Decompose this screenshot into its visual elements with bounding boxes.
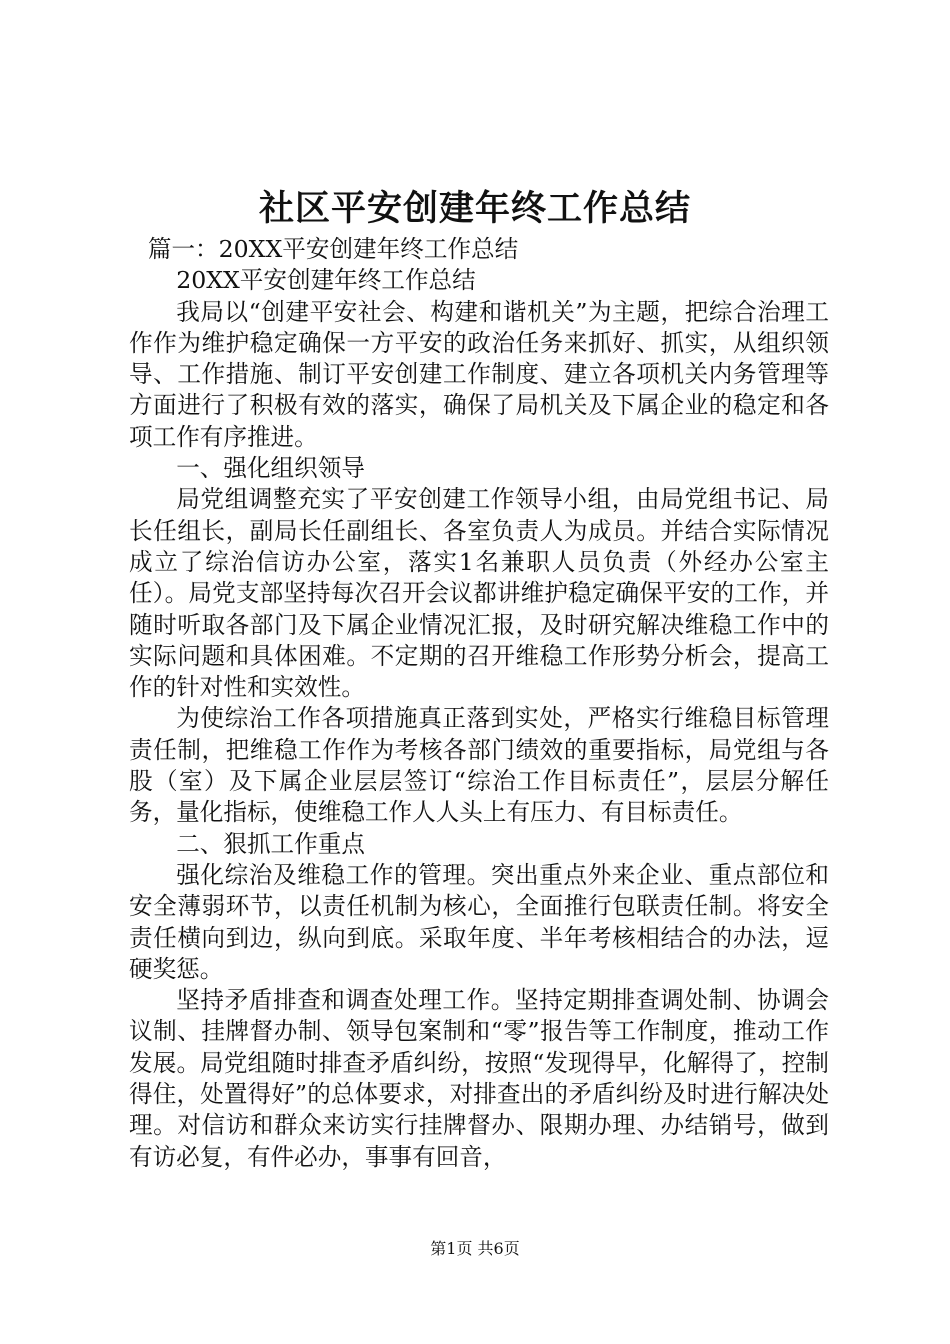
document-body: [129, 234, 829, 1173]
section-heading: 二、狠抓工作重点: [176, 829, 365, 858]
section-heading: 篇一：20XX平安创建年终工作总结: [147, 235, 519, 263]
section-heading: 一、强化组织领导: [176, 454, 365, 483]
paragraph: 为使综治工作各项措施真正落到实处，严格实行维稳目标管理责任制，把维稳工作作为考核各部门绩效的重要指标，局党组与各股（室）及下属企业层层签订“综治工作目标责任”，层层分解任务，量化指标，使维稳工作人人头上有压力、有目标责任。: [129, 704, 829, 827]
paragraph: 我局以“创建平安社会、构建和谐机关”为主题，把综合治理工作作为维护稳定确保一方平安的政治任务来抓好、抓实，从组织领导、工作措施、制订平安创建工作制度、建立各项机关内务管理等方面进行了积极有效的落实，确保了局机关及下属企业的稳定和各项工作有序推进。: [129, 297, 829, 451]
paragraph: 局党组调整充实了平安创建工作领导小组，由局党组书记、局长任组长，副局长任副组长、各室负责人为成员。并结合实际情况成立了综治信访办公室，落实1名兼职人员负责（外经办公室主任）。局党支部坚持每次召开会议都讲维护稳定确保平安的工作，并随时听取各部门及下属企业情况汇报，及时研究解决维稳工作中的实际问题和具体困难。不定期的召开维稳工作形势分析会，提高工作的针对性和实效性。: [129, 485, 829, 702]
paragraph: 坚持矛盾排查和调查处理工作。坚持定期排查调处制、协调会议制、挂牌督办制、领导包案制和“零”报告等工作制度，推动工作发展。局党组随时排查矛盾纠纷，按照“发现得早，化解得了，控制得住，处置得好”的总体要求，对排查出的矛盾纠纷及时进行解决处理。对信访和群众来访实行挂牌督办、限期办理、办结销号，做到有访必复，有件必办，事事有回音，: [129, 986, 829, 1171]
paragraph: 强化综治及维稳工作的管理。突出重点外来企业、重点部位和安全薄弱环节，以责任机制为核心，全面推行包联责任制。将安全责任横向到边，纵向到底。采取年度、半年考核相结合的办法，逗硬奖惩。: [129, 860, 829, 983]
document-title: 社区平安创建年终工作总结: [258, 188, 691, 229]
page-footer: 第1页 共6页: [430, 1239, 520, 1258]
subtitle: 20XX平安创建年终工作总结: [176, 266, 476, 295]
